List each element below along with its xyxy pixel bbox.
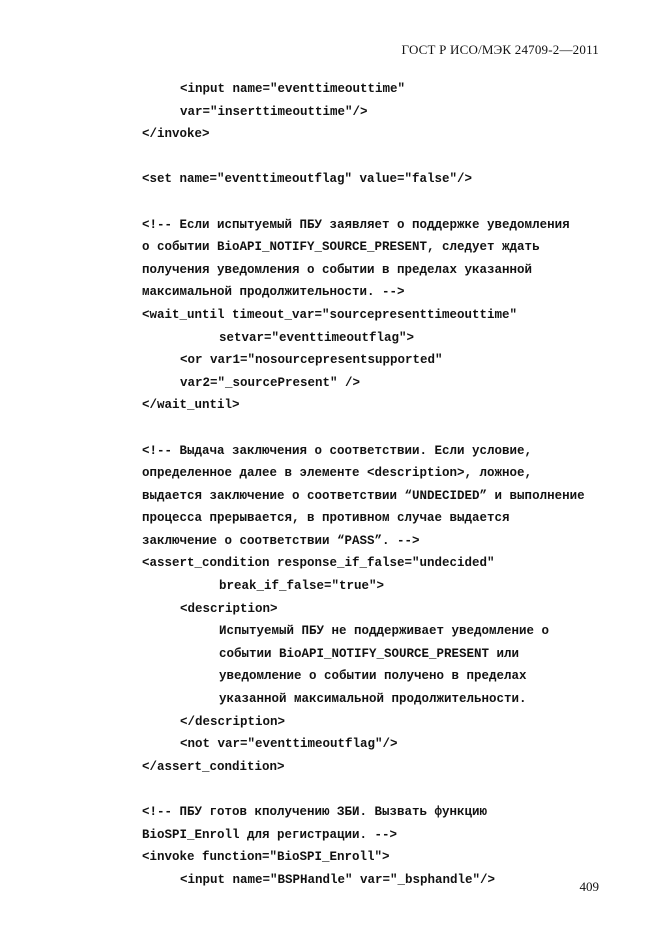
code-listing	[142, 78, 621, 891]
code-line: <description>	[180, 601, 278, 616]
code-line: <input name="BSPHandle" var="_bsphandle"/>	[180, 872, 496, 887]
comment-line: выдается заключение о соответствии “UNDECIDED” и выполнение	[142, 488, 585, 503]
code-line: </invoke>	[142, 127, 210, 142]
page-number: 409	[579, 879, 599, 894]
comment-line: <!-- Выдача заключения о соответствии. Если условие,	[142, 443, 533, 458]
blank-line	[142, 778, 621, 801]
comment-line: процесса прерывается, в противном случае выдается	[142, 511, 510, 526]
description-line: уведомление о событии получено в пределах	[219, 669, 527, 684]
code-line: var="inserttimeouttime"/>	[180, 104, 368, 119]
comment-line: BioSPI_Enroll для регистрации. -->	[142, 827, 398, 842]
blank-line	[142, 417, 621, 440]
code-line: <wait_until timeout_var="sourcepresenttimeouttime"	[142, 307, 518, 322]
code-line: </assert_condition>	[142, 759, 285, 774]
comment-line: получения уведомления о событии в пределах указанной	[142, 262, 533, 277]
comment-line: о событии BioAPI_NOTIFY_SOURCE_PRESENT, следует ждать	[142, 240, 540, 255]
code-line: <input name="eventtimeouttime"	[180, 82, 406, 96]
code-line: setvar="eventtimeoutflag">	[219, 330, 415, 345]
code-line: </description>	[180, 714, 286, 729]
description-line: событии BioAPI_NOTIFY_SOURCE_PRESENT или	[219, 646, 520, 661]
code-line: <invoke function="BioSPI_Enroll">	[142, 850, 390, 865]
comment-line: <!-- Если испытуемый ПБУ заявляет о поддержке уведомления	[142, 217, 570, 232]
description-line: Испытуемый ПБУ не поддерживает уведомление о	[219, 624, 550, 639]
comment-line: <!-- ПБУ готов кполучению ЗБИ. Вызвать функцию	[142, 805, 488, 819]
code-line: </wait_until>	[142, 398, 240, 413]
blank-line	[142, 191, 621, 214]
code-line: <not var="eventtimeoutflag"/>	[180, 737, 398, 752]
code-line: var2="_sourcePresent" />	[180, 375, 361, 390]
description-line: указанной максимальной продолжительности.	[219, 692, 527, 707]
document-header: ГОСТ Р ИСО/МЭК 24709-2—2011	[401, 42, 599, 57]
comment-line: заключение о соответствии “PASS”. -->	[142, 533, 420, 548]
code-line: <or var1="nosourcepresentsupported"	[180, 353, 443, 368]
code-line: <set name="eventtimeoutflag" value="false"/>	[142, 172, 473, 187]
comment-line: определенное далее в элементе <description>, ложное,	[142, 466, 533, 481]
code-line: break_if_false="true">	[219, 579, 385, 594]
code-line: <assert_condition response_if_false="undecided"	[142, 556, 495, 571]
blank-line	[142, 146, 621, 169]
comment-line: максимальной продолжительности. -->	[142, 285, 405, 300]
